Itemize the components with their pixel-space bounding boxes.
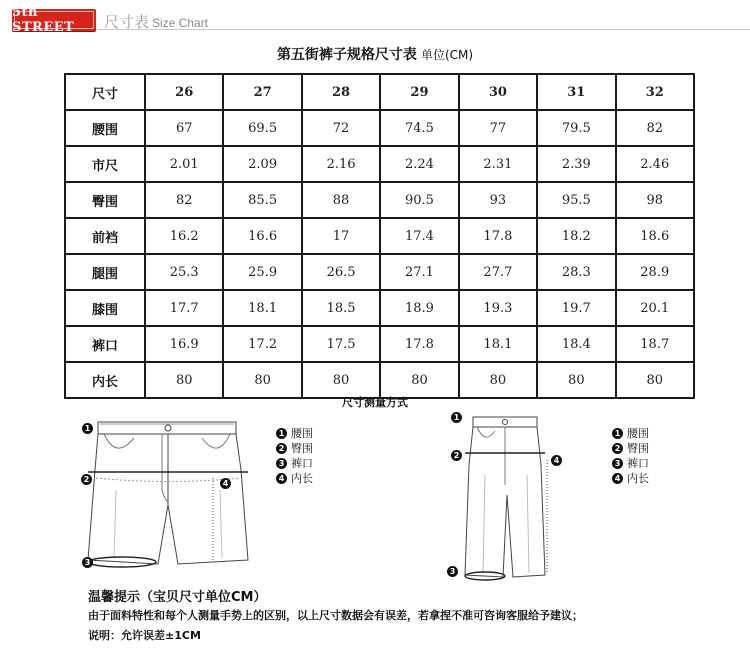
row-label: 臀围 <box>65 182 145 218</box>
table-cell: 17.7 <box>145 290 223 326</box>
legend-number-badge: 3 <box>612 458 623 469</box>
legend-label: 内长 <box>291 472 313 485</box>
table-cell: 17.2 <box>223 326 301 362</box>
size-header-cell: 29 <box>380 74 458 110</box>
header-title-en: Size Chart <box>152 16 209 30</box>
legend-number-badge: 1 <box>612 428 623 439</box>
table-cell: 26.5 <box>302 254 380 290</box>
table-cell: 28.9 <box>616 254 694 290</box>
header-divider <box>98 29 750 30</box>
table-cell: 2.24 <box>380 146 458 182</box>
legend-number-badge: 2 <box>276 443 287 454</box>
table-cell: 16.2 <box>145 218 223 254</box>
table-cell: 93 <box>459 182 537 218</box>
table-cell: 18.9 <box>380 290 458 326</box>
table-cell: 18.5 <box>302 290 380 326</box>
table-cell: 20.1 <box>616 290 694 326</box>
table-row <box>65 182 694 218</box>
legend-item <box>276 456 313 471</box>
table-cell: 17.5 <box>302 326 380 362</box>
size-header-cell: 30 <box>459 74 537 110</box>
marker-inseam-left: 4 <box>220 478 231 489</box>
legend-number-badge: 4 <box>612 473 623 484</box>
header <box>0 0 750 36</box>
header-size-label: 尺寸 <box>65 74 145 110</box>
table-row <box>65 110 694 146</box>
size-header-cell: 27 <box>223 74 301 110</box>
table-cell: 17.8 <box>380 326 458 362</box>
table-title-text: 第五街裤子规格尺寸表 <box>276 47 417 63</box>
size-table <box>64 73 695 399</box>
measure-title: 尺寸测量方式 <box>342 396 408 409</box>
table-cell: 72 <box>302 110 380 146</box>
trousers-front-figure <box>76 410 256 585</box>
table-cell: 69.5 <box>223 110 301 146</box>
legend-number-badge: 4 <box>276 473 287 484</box>
table-cell: 82 <box>616 110 694 146</box>
table-row <box>65 146 694 182</box>
row-label: 内长 <box>65 362 145 398</box>
table-cell: 80 <box>302 362 380 398</box>
notes-line-1: 由于面料特性和每个人测量手势上的区别，以上尺寸数据会有误差，若拿捏不准可咨询客服给予建议； <box>88 609 583 622</box>
row-label: 腿围 <box>65 254 145 290</box>
table-cell: 74.5 <box>380 110 458 146</box>
marker-hem-right: 3 <box>447 566 458 577</box>
table-cell: 77 <box>459 110 537 146</box>
table-row <box>65 290 694 326</box>
table-cell: 80 <box>145 362 223 398</box>
table-cell: 17.4 <box>380 218 458 254</box>
legend-number-badge: 1 <box>276 428 287 439</box>
brand-logo <box>12 5 96 35</box>
table-row <box>65 218 694 254</box>
legend-number-badge: 2 <box>612 443 623 454</box>
legend-item <box>612 471 649 486</box>
header-title-cn: 尺寸表 <box>104 13 150 31</box>
trousers-side-figure <box>455 405 555 585</box>
marker-inseam-right: 4 <box>551 455 562 466</box>
table-cell: 18.6 <box>616 218 694 254</box>
table-cell: 67 <box>145 110 223 146</box>
table-row <box>65 254 694 290</box>
row-label: 市尺 <box>65 146 145 182</box>
legend-item <box>276 426 313 441</box>
table-cell: 28.3 <box>537 254 615 290</box>
table-unit: 单位(CM) <box>420 48 474 62</box>
row-label: 腰围 <box>65 110 145 146</box>
marker-hem-left: 3 <box>82 557 93 568</box>
notes-title: 温馨提示（宝贝尺寸单位CM） <box>88 590 267 605</box>
row-label: 前裆 <box>65 218 145 254</box>
table-cell: 2.16 <box>302 146 380 182</box>
table-cell: 17.8 <box>459 218 537 254</box>
table-cell: 25.9 <box>223 254 301 290</box>
legend-label: 裤口 <box>291 457 313 470</box>
table-cell: 79.5 <box>537 110 615 146</box>
table-cell: 18.7 <box>616 326 694 362</box>
table-cell: 82 <box>145 182 223 218</box>
legend-left <box>276 426 313 486</box>
table-cell: 95.5 <box>537 182 615 218</box>
notes-line-2: 说明：允许误差±1CM <box>88 629 201 642</box>
legend-label: 臀围 <box>627 442 649 455</box>
table-cell: 27.1 <box>380 254 458 290</box>
size-header-cell: 31 <box>537 74 615 110</box>
marker-hip-right: 2 <box>451 450 462 461</box>
table-row <box>65 326 694 362</box>
marker-waist-left: 1 <box>82 423 93 434</box>
table-cell: 16.6 <box>223 218 301 254</box>
table-cell: 80 <box>380 362 458 398</box>
legend-label: 裤口 <box>627 457 649 470</box>
size-header-cell: 32 <box>616 74 694 110</box>
table-cell: 98 <box>616 182 694 218</box>
logo-text: 5th STREET <box>12 5 75 35</box>
legend-item <box>276 441 313 456</box>
table-cell: 16.9 <box>145 326 223 362</box>
legend-item <box>612 456 649 471</box>
table-cell: 2.46 <box>616 146 694 182</box>
table-title <box>0 44 750 64</box>
legend-item <box>276 471 313 486</box>
table-cell: 80 <box>223 362 301 398</box>
legend-item <box>612 441 649 456</box>
row-label: 裤口 <box>65 326 145 362</box>
table-cell: 19.3 <box>459 290 537 326</box>
legend-right <box>612 426 649 486</box>
table-cell: 18.1 <box>223 290 301 326</box>
table-cell: 85.5 <box>223 182 301 218</box>
size-header-cell: 28 <box>302 74 380 110</box>
table-cell: 2.39 <box>537 146 615 182</box>
legend-item <box>612 426 649 441</box>
table-cell: 17 <box>302 218 380 254</box>
table-header-row <box>65 74 694 110</box>
table-cell: 18.4 <box>537 326 615 362</box>
table-cell: 88 <box>302 182 380 218</box>
marker-waist-right: 1 <box>451 412 462 423</box>
table-cell: 2.01 <box>145 146 223 182</box>
legend-number-badge: 3 <box>276 458 287 469</box>
table-cell: 27.7 <box>459 254 537 290</box>
table-cell: 2.31 <box>459 146 537 182</box>
legend-label: 腰围 <box>627 427 649 440</box>
table-cell: 2.09 <box>223 146 301 182</box>
table-cell: 90.5 <box>380 182 458 218</box>
size-header-cell: 26 <box>145 74 223 110</box>
table-cell: 80 <box>459 362 537 398</box>
table-cell: 80 <box>537 362 615 398</box>
row-label: 膝围 <box>65 290 145 326</box>
table-cell: 19.7 <box>537 290 615 326</box>
table-cell: 80 <box>616 362 694 398</box>
table-cell: 18.1 <box>459 326 537 362</box>
legend-label: 腰围 <box>291 427 313 440</box>
marker-hip-left: 2 <box>81 474 92 485</box>
table-cell: 25.3 <box>145 254 223 290</box>
legend-label: 臀围 <box>291 442 313 455</box>
table-row <box>65 362 694 398</box>
legend-label: 内长 <box>627 472 649 485</box>
table-cell: 18.2 <box>537 218 615 254</box>
